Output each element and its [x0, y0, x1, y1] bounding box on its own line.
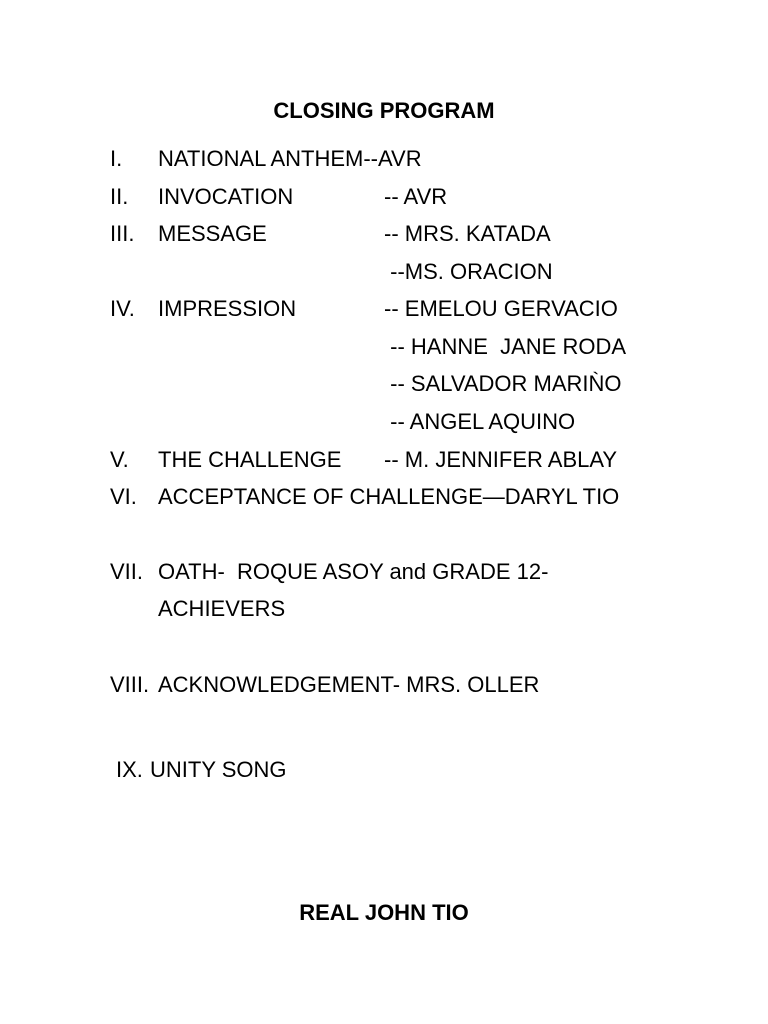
item-4-label: IMPRESSION [158, 296, 297, 321]
item-2-label: INVOCATION [158, 184, 294, 209]
item-3-label: MESSAGE [158, 221, 267, 246]
item-5-label: THE CHALLENGE [158, 447, 342, 472]
item-3-numeral: III. [110, 221, 135, 246]
item-7-label: OATH- ROQUE ASOY and GRADE 12- [158, 559, 549, 584]
item-2-person-1: -- AVR [384, 184, 448, 209]
item-4-person-3: -- SALVADOR MARIǸO [384, 371, 622, 396]
item-1-numeral: I. [110, 146, 123, 171]
item-3-person-2: --MS. ORACION [384, 259, 553, 284]
item-7-label-continued: ACHIEVERS [158, 596, 286, 621]
item-9-label: UNITY SONG [150, 757, 287, 782]
item-5-numeral: V. [110, 447, 129, 472]
item-8-numeral: VIII. [110, 672, 150, 697]
item-4-person-1: -- EMELOU GERVACIO [384, 296, 618, 321]
item-4-numeral: IV. [110, 296, 135, 321]
item-2-numeral: II. [110, 184, 129, 209]
item-3-person-1: -- MRS. KATADA [384, 221, 551, 246]
signature-name: REAL JOHN TIO [299, 900, 469, 925]
item-6-label: ACCEPTANCE OF CHALLENGE—DARYL TIO [158, 484, 620, 509]
item-4-person-2: -- HANNE JANE RODA [384, 334, 627, 359]
item-5-person-1: -- M. JENNIFER ABLAY [384, 447, 618, 472]
item-8-label: ACKNOWLEDGEMENT- MRS. OLLER [158, 672, 540, 697]
item-9-numeral: IX. [116, 757, 143, 782]
item-1-label: NATIONAL ANTHEM--AVR [158, 146, 422, 171]
item-4-person-4: -- ANGEL AQUINO [384, 409, 576, 434]
item-7-numeral: VII. [110, 559, 144, 584]
program-title: CLOSING PROGRAM [273, 98, 495, 123]
item-6-numeral: VI. [110, 484, 137, 509]
